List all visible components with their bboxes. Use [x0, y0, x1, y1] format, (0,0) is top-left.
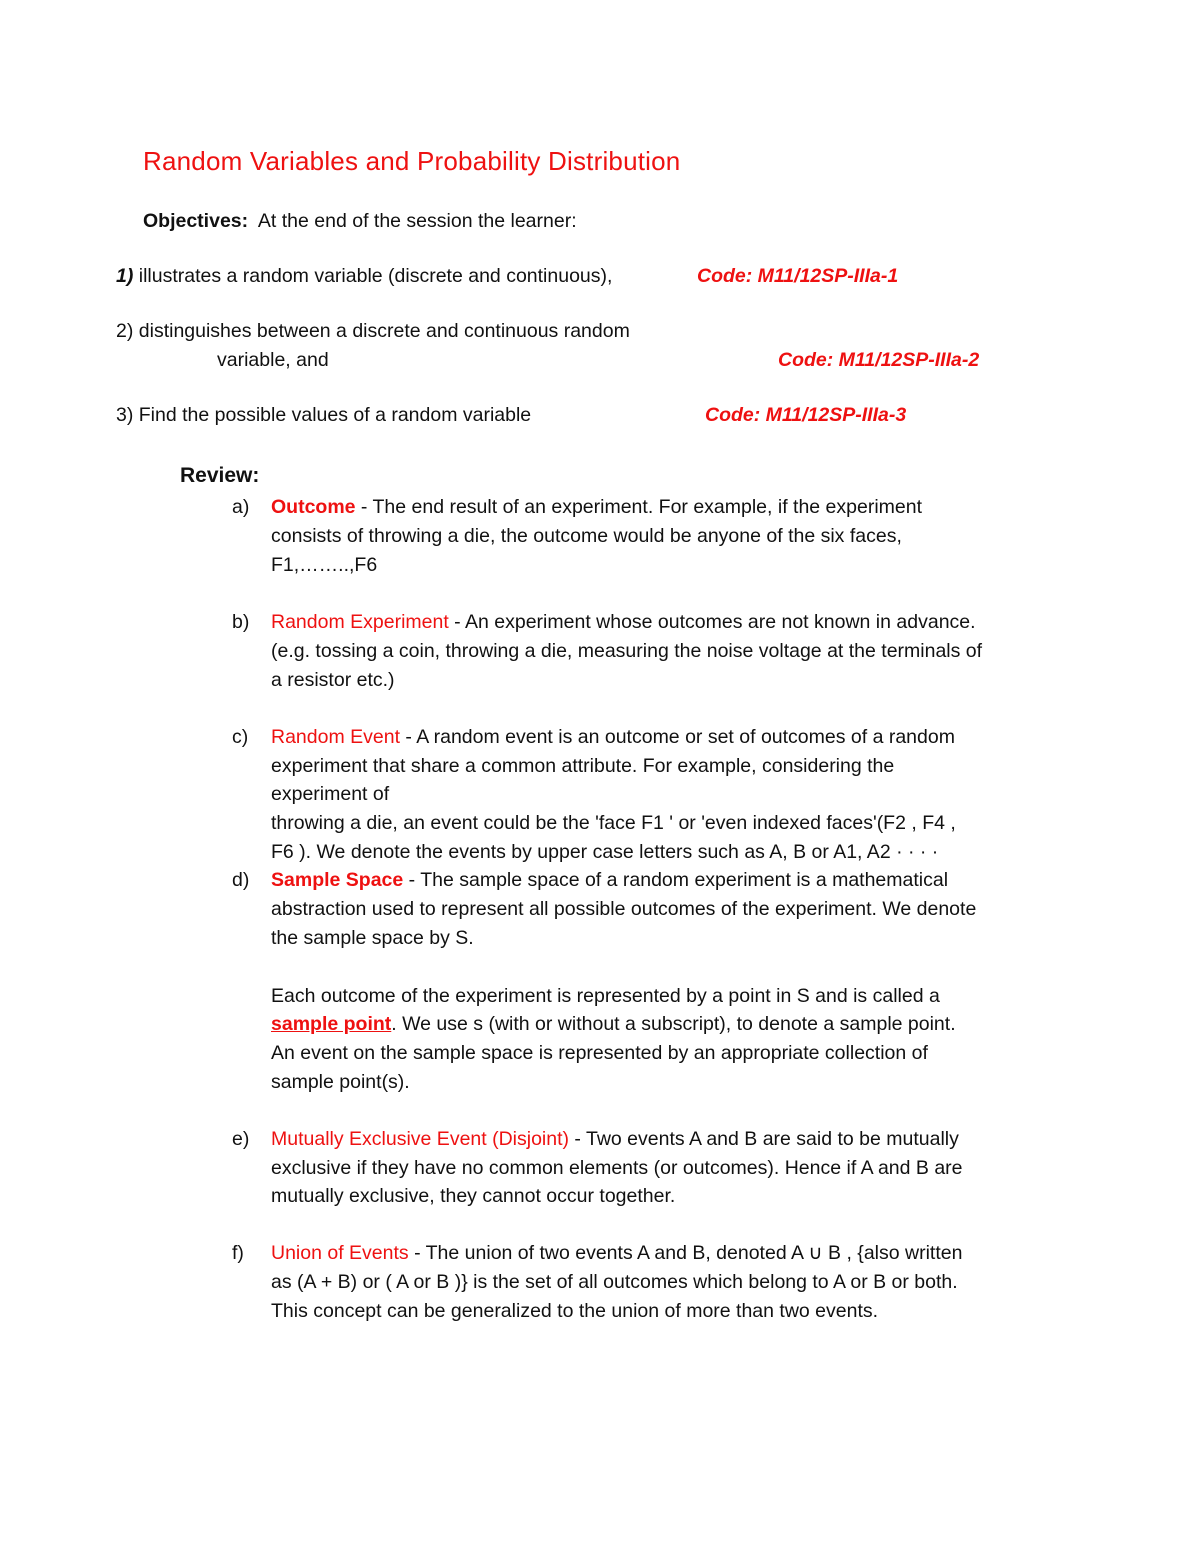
objective-text: distinguishes between a discrete and continuous random [138, 320, 630, 342]
term-random-event: Random Event [271, 726, 400, 748]
objective-code: Code: M11/12SP-IIIa-3 [705, 404, 907, 426]
list-item [271, 866, 948, 895]
definition-text: - An experiment whose outcomes are not known in advance. [448, 611, 976, 633]
objectives-intro: At the end of the session the learner: [257, 210, 577, 232]
objective-text: illustrates a random variable (discrete and continuous), [138, 265, 613, 287]
definition-text: - The sample space of a random experiment is a mathematical [403, 869, 949, 891]
objective-3 [116, 401, 531, 430]
definition-line: experiment of [271, 783, 390, 805]
definition-text: - The end result of an experiment. For example, if the experiment [355, 496, 923, 518]
objectives-label: Objectives: [143, 210, 249, 232]
definition-line: sample point(s). [271, 1071, 410, 1093]
list-item [271, 493, 922, 522]
page-title: Random Variables and Probability Distribution [143, 146, 681, 176]
definition-line: abstraction used to represent all possible outcomes of the experiment. We denote [271, 898, 977, 920]
objectives-line [143, 207, 577, 236]
definition-line: as (A + B) or ( A or B )} is the set of all outcomes which belong to A or B or both. [271, 1271, 958, 1293]
term-random-experiment: Random Experiment [271, 611, 449, 633]
definition-line: experiment that share a common attribute. For example, considering the [271, 755, 895, 777]
term-sample-space: Sample Space [271, 869, 404, 891]
definition-text: - The union of two events A and B, denoted A ∪ B , {also written [408, 1242, 963, 1264]
objective-text: Find the possible values of a random variable [138, 404, 532, 426]
list-item [271, 608, 976, 637]
definition-line: An event on the sample space is represented by an appropriate collection of [271, 1042, 928, 1064]
review-heading: Review: [180, 464, 260, 487]
definition-line: mutually exclusive, they cannot occur together. [271, 1185, 676, 1207]
objective-number: 2) [116, 320, 134, 342]
list-item [271, 723, 955, 752]
definition-text: - A random event is an outcome or set of outcomes of a random [400, 726, 955, 748]
term-mutually-exclusive: Mutually Exclusive Event (Disjoint) [271, 1128, 570, 1150]
objective-1 [116, 262, 612, 291]
definition-text: . We use s (with or without a subscript), to denote a sample point. [391, 1013, 956, 1035]
definition-line: This concept can be generalized to the union of more than two events. [271, 1300, 879, 1322]
definition-line: throwing a die, an event could be the 'face F1 ' or 'even indexed faces'(F2 , F4 , [271, 812, 956, 834]
term-union-of-events: Union of Events [271, 1242, 409, 1264]
objective-text-continued: variable, and [217, 349, 329, 371]
objective-number: 1) [116, 265, 134, 287]
list-label: f) [232, 1242, 244, 1264]
definition-text: - Two events A and B are said to be mutually [569, 1128, 959, 1150]
list-label: d) [232, 869, 250, 891]
list-label: a) [232, 496, 250, 518]
objective-code: Code: M11/12SP-IIIa-1 [697, 265, 899, 287]
list-label: c) [232, 726, 249, 748]
list-label: b) [232, 611, 250, 633]
definition-line: F6 ). We denote the events by upper case letters such as A, B or A1, A2 · · · · [271, 841, 939, 863]
objective-number: 3) [116, 404, 134, 426]
list-label: e) [232, 1128, 250, 1150]
definition-line: (e.g. tossing a coin, throwing a die, measuring the noise voltage at the terminals of [271, 640, 983, 662]
definition-line: F1,……..,F6 [271, 554, 378, 576]
objective-code: Code: M11/12SP-IIIa-2 [778, 349, 980, 371]
objective-2 [116, 317, 630, 346]
list-item [271, 1239, 962, 1268]
definition-line: exclusive if they have no common elements (or outcomes). Hence if A and B are [271, 1157, 963, 1179]
term-sample-point: sample point [271, 1013, 392, 1035]
definition-line: consists of throwing a die, the outcome would be anyone of the six faces, [271, 525, 902, 547]
definition-line: Each outcome of the experiment is represented by a point in S and is called a [271, 985, 940, 1007]
term-outcome: Outcome [271, 496, 356, 518]
definition-line: a resistor etc.) [271, 669, 395, 691]
list-item [271, 1125, 959, 1154]
definition-line: the sample space by S. [271, 927, 474, 949]
definition-line [271, 1010, 956, 1039]
